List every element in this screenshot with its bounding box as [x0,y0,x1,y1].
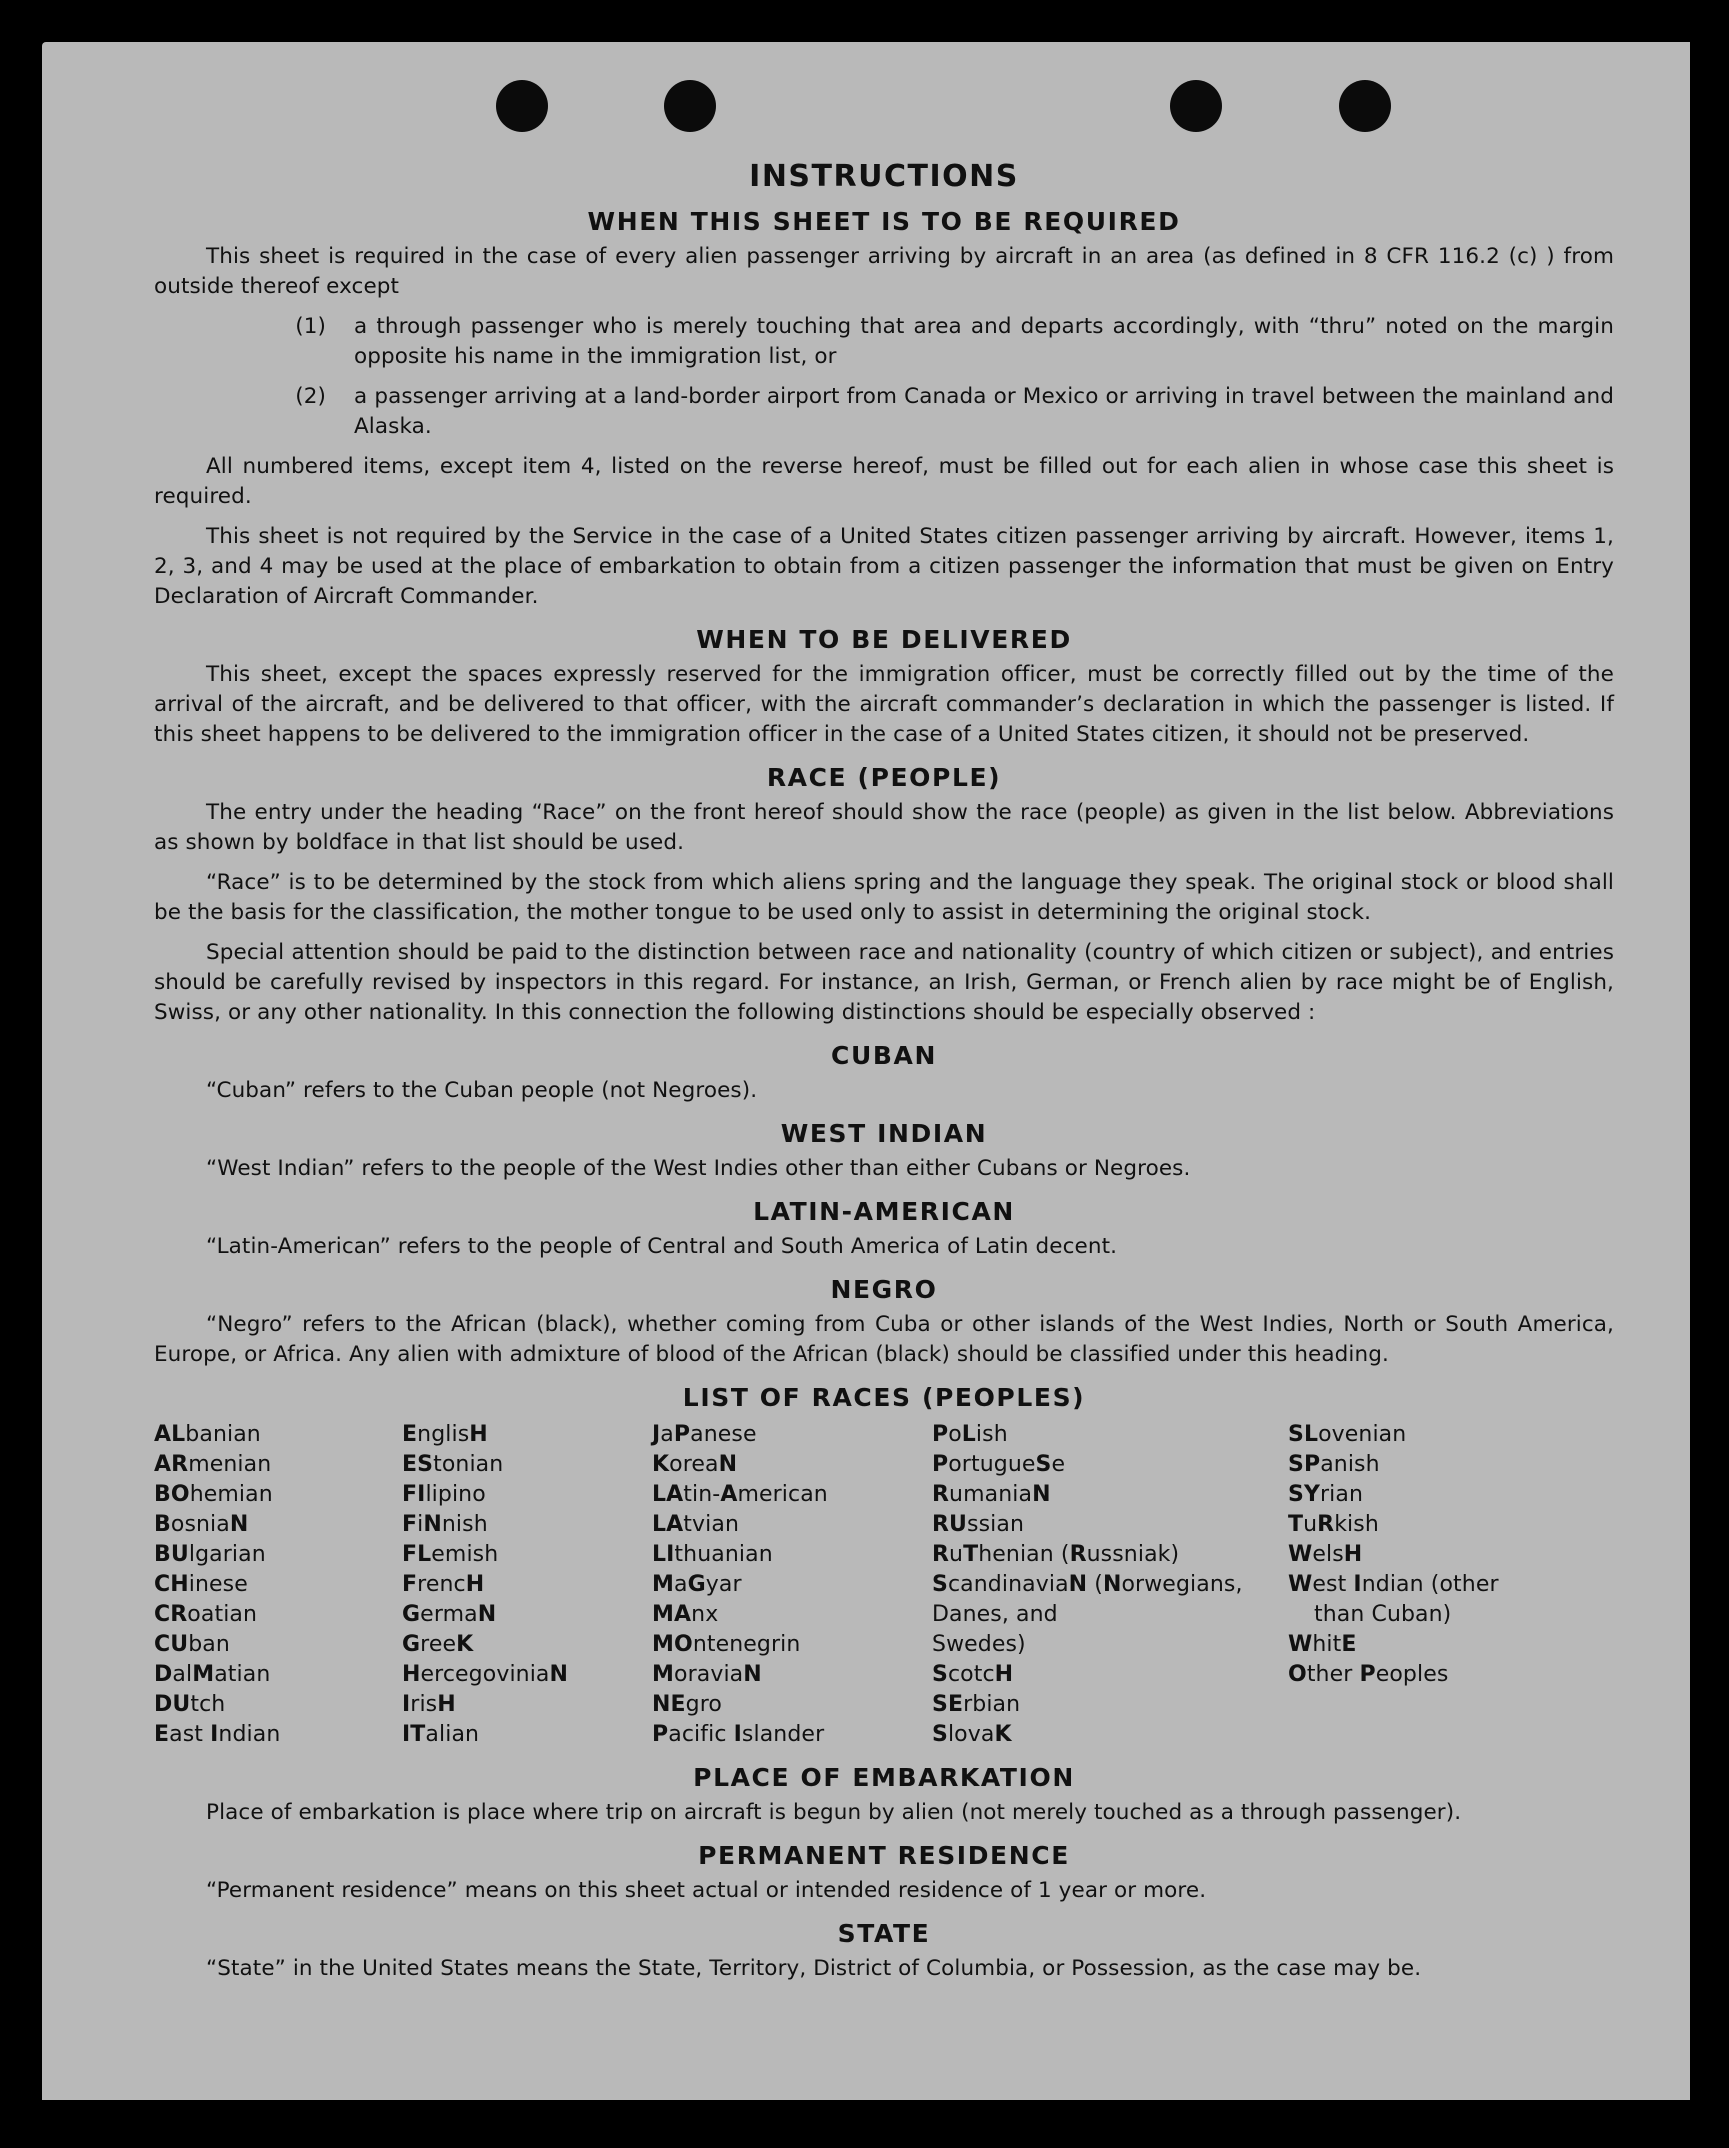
race-entry: TuRkish [1288,1512,1379,1537]
heading-list-of-races: LIST OF RACES (PEOPLES) [682,1383,1086,1412]
numbered-items-paragraph: All numbered items, except item 4, listed on the reverse hereof, must be filled out for each alien in whose case this sheet is required. [154,454,1614,509]
west-indian-text: “West Indian” refers to the people of the West Indies other than either Cubans or Negroes. [206,1156,1191,1181]
race-entry: WelsH [1288,1542,1363,1567]
heading-permanent-residence: PERMANENT RESIDENCE [698,1841,1070,1870]
citizen-paragraph: This sheet is not required by the Service in the case of a United States citizen passenger arriving by aircraft. However, items 1, 2, 3, and 4 may be used at the place of embarkation to obtain from a citizen passenger the information that must be given on Entry Declaration of Aircraft Commander. [154,524,1614,609]
residence-text: “Permanent residence” means on this sheet actual or intended residence of 1 year or more. [206,1878,1207,1903]
race-entry: MoraviaN [652,1662,762,1687]
race-entry: BUlgarian [154,1542,266,1567]
race-entry: WhitE [1288,1632,1357,1657]
heading-when-delivered: WHEN TO BE DELIVERED [696,625,1072,654]
race-entry: FrencH [402,1572,485,1597]
race-entry: than Cuban) [1314,1602,1452,1627]
race-entry: Other Peoples [1288,1662,1449,1687]
heading-west-indian: WEST INDIAN [780,1119,988,1148]
state-text: “State” in the United States means the State, Territory, District of Columbia, or Possession, as the case may be. [206,1956,1422,1981]
race-column [652,1420,932,1750]
race-entry: BOhemian [154,1482,273,1507]
race-entry: West Indian (other [1288,1572,1499,1597]
race-entry: DUtch [154,1692,226,1717]
heading-cuban: CUBAN [831,1041,937,1070]
race-column [1288,1420,1588,1750]
race-entry: DalMatian [154,1662,271,1687]
race-entry: LAtin-American [652,1482,828,1507]
cuban-text: “Cuban” refers to the Cuban people (not Negroes). [206,1078,758,1103]
heading-race: RACE (PEOPLE) [766,763,1002,792]
item-text: a passenger arriving at a land-border airport from Canada or Mexico or arriving in travel between the mainland and Alaska. [354,384,1614,439]
race-entry: EStonian [402,1452,504,1477]
race-entry: SYrian [1288,1482,1363,1507]
race-entry: FIlipino [402,1482,486,1507]
item-number: (1) [295,314,326,339]
race-entry: ScandinaviaN (Norwegians, [932,1572,1243,1597]
race-entry: RumaniaN [932,1482,1051,1507]
exception-item [154,312,1614,372]
race-entry: BosniaN [154,1512,249,1537]
heading-embarkation: PLACE OF EMBARKATION [693,1763,1075,1792]
item-text: a through passenger who is merely touching that area and departs accordingly, with “thru” noted on the margin opposite his name in the immigration list, or [354,314,1614,369]
race-entry: PoLish [932,1422,1008,1447]
race-paragraph-2: “Race” is to be determined by the stock from which aliens spring and the language they speak. The original stock or blood shall be the basis for the classification, the mother tongue to be used only to assist in determining the original stock. [154,870,1614,925]
race-entry: Swedes) [932,1632,1026,1657]
embarkation-text: Place of embarkation is place where trip on aircraft is begun by alien (not merely touched as a through passenger). [206,1800,1462,1825]
latin-american-text: “Latin-American” refers to the people of Central and South America of Latin decent. [206,1234,1118,1259]
punch-hole [496,80,548,132]
race-column [932,1420,1288,1750]
race-entry: East Indian [154,1722,281,1747]
race-entry: CRoatian [154,1602,258,1627]
required-intro: This sheet is required in the case of every alien passenger arriving by aircraft in an area (as defined in 8 CFR 116.2 (c) ) from outside thereof except [154,244,1614,299]
race-entry: KoreaN [652,1452,738,1477]
race-entry: SPanish [1288,1452,1380,1477]
negro-text: “Negro” refers to the African (black), whether coming from Cuba or other islands of the West Indies, North or South America, Europe, or Africa. Any alien with admixture of blood of the African (black) should be classified under this heading. [154,1312,1614,1367]
page-title: INSTRUCTIONS [749,159,1019,194]
race-entry: LAtvian [652,1512,739,1537]
race-entry: ScotcH [932,1662,1014,1687]
race-entry: MAnx [652,1602,719,1627]
race-entry: SLovenian [1288,1422,1407,1447]
race-entry: Pacific Islander [652,1722,825,1747]
race-entry: NEgro [652,1692,722,1717]
race-entry: LIthuanian [652,1542,773,1567]
race-entry: RUssian [932,1512,1024,1537]
race-entry: SErbian [932,1692,1021,1717]
race-entry: MOntenegrin [652,1632,801,1657]
punch-hole [664,80,716,132]
race-entry: RuThenian (Russniak) [932,1542,1180,1567]
punch-hole [1339,80,1391,132]
race-entry: EnglisH [402,1422,488,1447]
race-entry: CHinese [154,1572,248,1597]
race-paragraph-3: Special attention should be paid to the distinction between race and nationality (country of which citizen or subject), and entries should be carefully revised by inspectors in this regard. For instance, an Irish, German, or French alien by race might be of English, Swiss, or any other nationality. In this connection the following distinctions should be especially observed : [154,940,1614,1025]
heading-negro: NEGRO [830,1275,938,1304]
race-entry: Danes, and [932,1602,1058,1627]
punch-hole [1170,80,1222,132]
race-entry: JaPanese [652,1422,757,1447]
delivery-paragraph: This sheet, except the spaces expressly reserved for the immigration officer, must be correctly filled out by the time of the arrival of the aircraft, and be delivered to that officer, with the aircraft commander’s declaration in which the passenger is listed. If this sheet happens to be delivered to the immigration officer in the case of a United States citizen, it should not be preserved. [154,662,1614,747]
race-entry: ALbanian [154,1422,261,1447]
race-entry: SlovaK [932,1722,1012,1747]
race-entry: GreeK [402,1632,474,1657]
document-sheet [42,42,1690,2100]
race-column [154,1420,402,1750]
race-entry: MaGyar [652,1572,742,1597]
race-column [402,1420,652,1750]
item-number: (2) [295,384,326,409]
race-paragraph-1: The entry under the heading “Race” on the front hereof should show the race (people) as given in the list below. Abbreviations as shown by boldface in that list should be used. [154,800,1614,855]
race-entry: HercegoviniaN [402,1662,569,1687]
race-list [154,1420,1614,1750]
race-entry: ARmenian [154,1452,272,1477]
heading-when-required: WHEN THIS SHEET IS TO BE REQUIRED [587,207,1181,236]
heading-latin-american: LATIN-AMERICAN [753,1197,1015,1226]
heading-state: STATE [837,1919,931,1948]
race-entry: GermaN [402,1602,497,1627]
exception-item [154,382,1614,442]
race-entry: PortugueSe [932,1452,1066,1477]
race-entry: IrisH [402,1692,456,1717]
instructions-body [154,156,1614,1994]
race-entry: FLemish [402,1542,499,1567]
race-entry: ITalian [402,1722,480,1747]
race-entry: FiNnish [402,1512,488,1537]
race-entry: CUban [154,1632,230,1657]
